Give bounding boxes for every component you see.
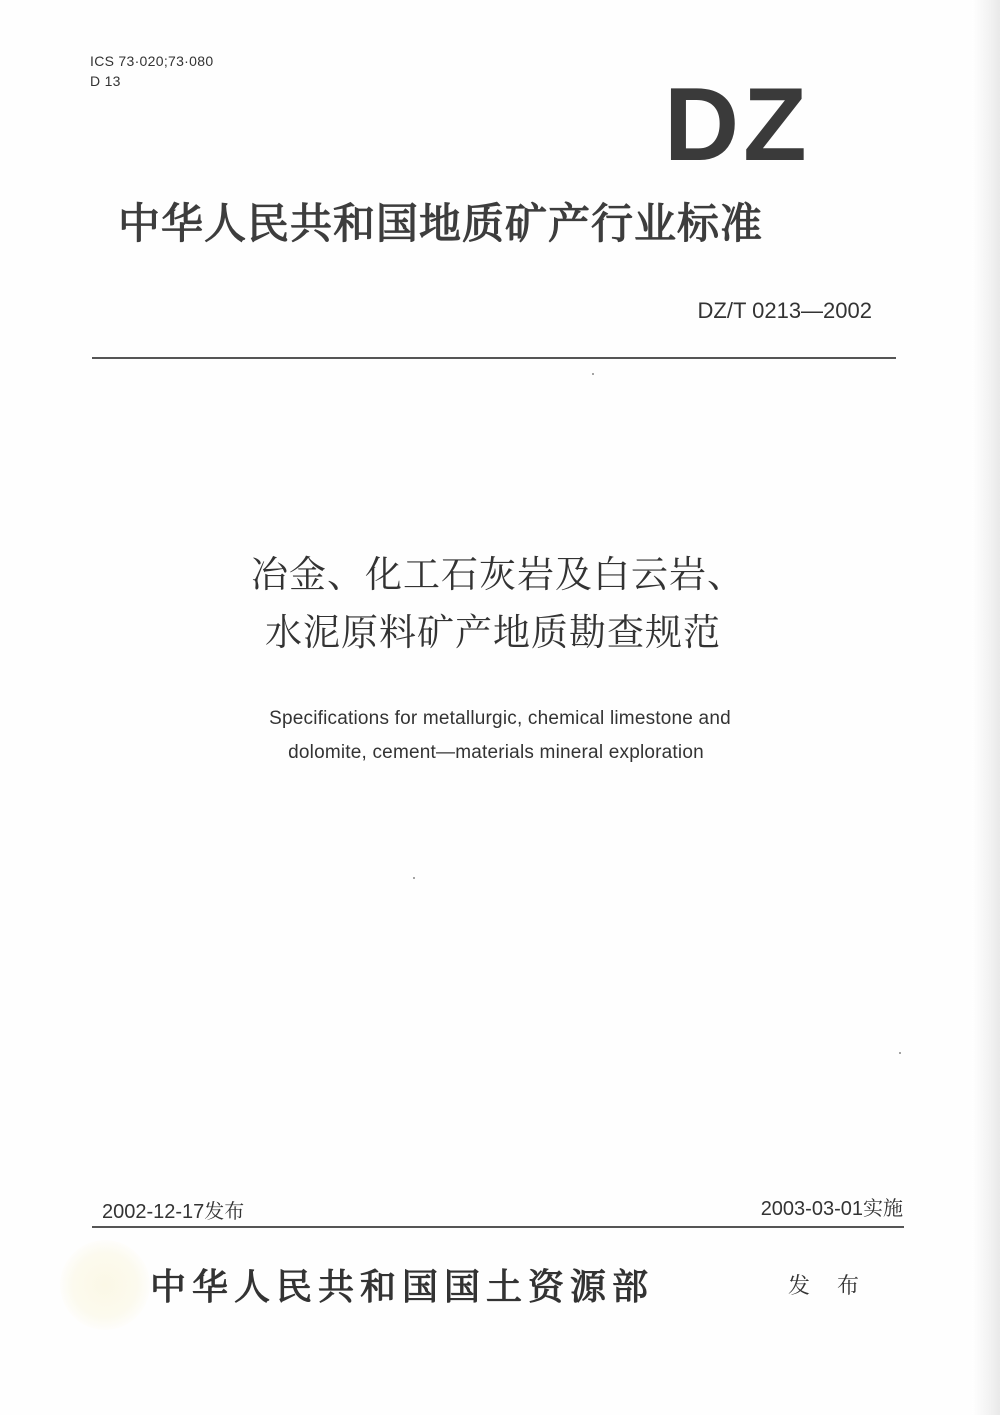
classification-code: D 13 xyxy=(90,73,121,89)
english-title-line-1: Specifications for metallurgic, chemical limestone and xyxy=(269,708,731,729)
paper-stain xyxy=(60,1240,150,1330)
publish-label: 发 布 xyxy=(788,1274,869,1299)
ics-block xyxy=(90,51,213,91)
chinese-title-line-2: 水泥原料矿产地质勘查规范 xyxy=(265,611,721,654)
bottom-divider xyxy=(92,1226,904,1228)
implementation-date: 2003-03-01实施 xyxy=(760,1198,903,1220)
scan-speck xyxy=(413,877,415,879)
issue-date: 2002-12-17发布 xyxy=(102,1201,245,1223)
standard-number: DZ/T 0213—2002 xyxy=(697,298,872,323)
english-title-line-2: dolomite, cement—materials mineral exploration xyxy=(288,742,704,763)
english-title xyxy=(0,702,1000,770)
ics-code: ICS 73·020;73·080 xyxy=(90,53,214,69)
dz-logo: DZ xyxy=(664,67,811,183)
publisher-name: 中华人民共和国国土资源部 xyxy=(150,1266,655,1308)
top-divider xyxy=(92,357,896,359)
scan-speck xyxy=(899,1052,901,1054)
standard-category: 中华人民共和国地质矿产行业标准 xyxy=(118,199,764,248)
chinese-title-line-1: 冶金、化工石灰岩及白云岩、 xyxy=(251,553,745,596)
scan-speck xyxy=(592,373,594,375)
chinese-title xyxy=(0,546,1000,662)
